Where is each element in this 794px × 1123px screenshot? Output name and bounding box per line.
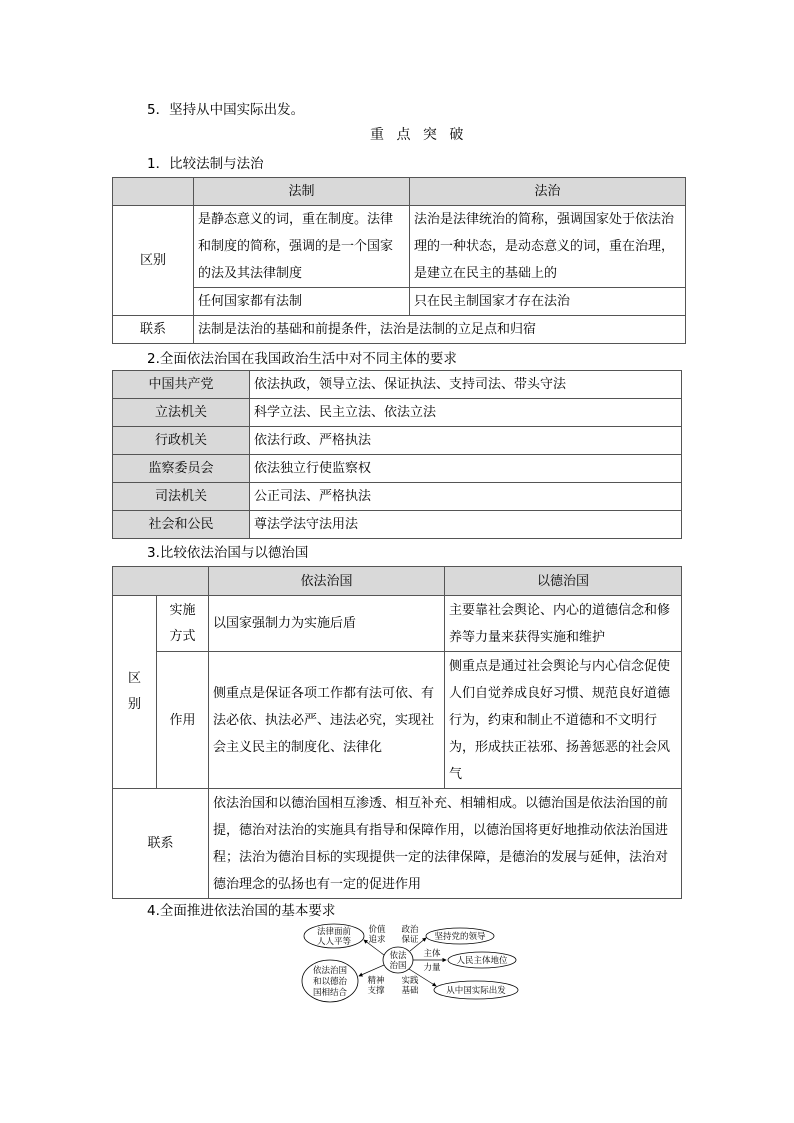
virtue-node-text: 和以德治	[312, 977, 348, 987]
table2-subject: 司法机关	[113, 483, 250, 511]
table3-cell: 侧重点是保证各项工作都有法可依、有法必依、执法必严、违法必究，实现社会主义民主的制度化、法律化	[209, 652, 445, 789]
label-political: 保证	[401, 935, 419, 945]
table2-subject: 立法机关	[113, 399, 250, 427]
table1-cell: 法制是法治的基础和前提条件，法治是法制的立足点和归宿	[194, 316, 686, 344]
equality-node-text: 人人平等	[316, 937, 352, 947]
table3-col-header: 以德治国	[445, 567, 682, 596]
basic-requirements-diagram	[296, 918, 526, 1008]
table3-row-label: 实施方式	[157, 596, 209, 652]
center-node-text: 依法	[389, 951, 407, 961]
virtue-node-text: 国相结合	[312, 988, 348, 998]
table1-cell: 只在民主制国家才存在法治	[410, 288, 686, 316]
table3-corner-cell	[113, 567, 209, 596]
table2-requirement: 公正司法、严格执法	[250, 483, 682, 511]
diagram-heading: 4.全面推进依法治国的基本要求	[147, 903, 336, 919]
label-spirit: 精神	[367, 976, 385, 986]
people-node-text: 人民主体地位	[456, 956, 508, 966]
table1-cell: 法治是法律统治的简称，强调国家处于依法治理的一种状态，是动态意义的词，重在治理，是建立在民主的基础上的	[410, 206, 686, 288]
label-political: 政治	[401, 925, 419, 935]
intro-item: 5．坚持从中国实际出发。	[147, 102, 305, 118]
table2-requirement: 尊法学法守法用法	[250, 511, 682, 539]
reality-node-text: 从中国实际出发	[446, 986, 506, 996]
table1-cell: 任何国家都有法制	[194, 288, 410, 316]
table3-cell: 主要靠社会舆论、内心的道德信念和修养等力量来获得实施和维护	[445, 596, 682, 652]
table1-cell: 是静态意义的词，重在制度。法律和制度的简称，强调的是一个国家的法及其法律制度	[194, 206, 410, 288]
table2-requirement: 依法行政、严格执法	[250, 427, 682, 455]
table1-heading: 1．比较法制与法治	[147, 156, 264, 172]
equality-node-text: 法律面前	[316, 927, 352, 937]
table1-row-label: 区别	[113, 206, 194, 316]
table2-heading: 2.全面依法治国在我国政治生活中对不同主体的要求	[147, 351, 457, 367]
label-value: 追求	[368, 935, 386, 945]
center-node-text: 治国	[389, 961, 407, 971]
table3-row-label: 作用	[157, 652, 209, 789]
table3-cell: 侧重点是通过社会舆论与内心信念促使人们自觉养成良好习惯、规范良好道德行为，约束和制止不道德和不文明行为，形成扶正祛邪、扬善惩恶的社会风气	[445, 652, 682, 789]
law-virtue-comparison-table	[112, 566, 682, 899]
table3-link-cell: 依法治国和以德治国相互渗透、相互补充、相辅相成。以德治国是依法治国的前提，德治对法治的实施具有指导和保障作用，以德治国将更好地推动依法治国进程；法治为德治目标的实现提供一定的法律保障，是德治的发展与延伸，法治对德治理念的弘扬也有一定的促进作用	[209, 789, 682, 899]
table2-subject: 行政机关	[113, 427, 250, 455]
table2-subject: 监察委员会	[113, 455, 250, 483]
party-node-text: 坚持党的领导	[434, 932, 486, 942]
table2-requirement: 依法执政，领导立法、保证执法、支持司法、带头守法	[250, 371, 682, 399]
label-spirit: 支撑	[367, 986, 385, 996]
table2-requirement: 依法独立行使监察权	[250, 455, 682, 483]
label-value: 价值	[368, 925, 386, 935]
section-title: 重 点 突 破	[370, 127, 468, 143]
label-practice: 基础	[401, 986, 419, 996]
table2-requirement: 科学立法、民主立法、依法立法	[250, 399, 682, 427]
arrow-to-virtue	[359, 965, 384, 976]
subject-requirements-table	[112, 370, 682, 539]
table3-col-header: 依法治国	[209, 567, 445, 596]
rule-of-law-comparison-table	[112, 177, 686, 344]
table3-link-label: 联系	[113, 789, 209, 899]
table3-heading: 3.比较依法治国与以德治国	[147, 545, 309, 561]
table3-diff-label: 区别	[113, 596, 157, 789]
label-subject: 主体	[423, 949, 441, 959]
table2-subject: 社会和公民	[113, 511, 250, 539]
table1-row-label: 联系	[113, 316, 194, 344]
table1-col-header: 法制	[194, 178, 410, 206]
label-practice: 实践	[401, 976, 419, 986]
table1-corner-cell	[113, 178, 194, 206]
table2-subject: 中国共产党	[113, 371, 250, 399]
label-subject: 力量	[423, 963, 441, 973]
virtue-node-text: 依法治国	[312, 966, 348, 976]
table1-col-header: 法治	[410, 178, 686, 206]
table3-cell: 以国家强制力为实施后盾	[209, 596, 445, 652]
